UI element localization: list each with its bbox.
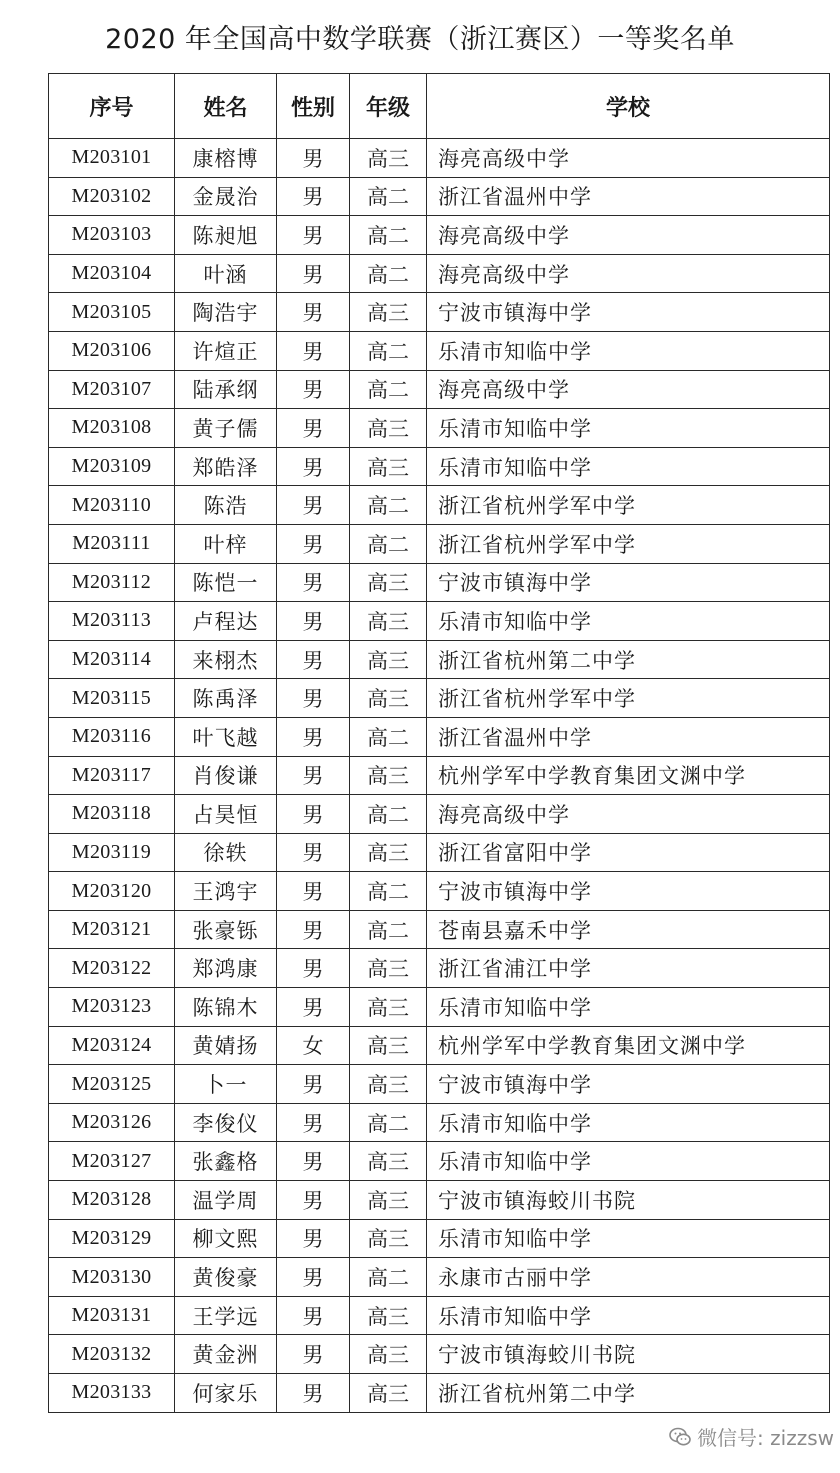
- cell-gender: 男: [277, 293, 350, 332]
- cell-grade: 高二: [350, 177, 427, 216]
- cell-gender: 男: [277, 177, 350, 216]
- cell-id: M203119: [49, 833, 175, 872]
- cell-gender: 男: [277, 1335, 350, 1374]
- table-row: [49, 910, 830, 949]
- cell-school: 杭州学军中学教育集团文渊中学: [427, 1026, 830, 1065]
- cell-name: 陆承纲: [175, 370, 277, 409]
- table-row: [49, 679, 830, 718]
- column-header-id: 序号: [49, 74, 175, 139]
- cell-school: 浙江省杭州第二中学: [427, 1374, 830, 1413]
- wechat-icon: [669, 1427, 691, 1447]
- column-header-gender: 性别: [277, 74, 350, 139]
- cell-id: M203106: [49, 331, 175, 370]
- cell-grade: 高二: [350, 216, 427, 255]
- cell-id: M203107: [49, 370, 175, 409]
- cell-id: M203129: [49, 1219, 175, 1258]
- cell-gender: 男: [277, 988, 350, 1027]
- cell-gender: 男: [277, 447, 350, 486]
- cell-gender: 男: [277, 795, 350, 834]
- cell-grade: 高三: [350, 1142, 427, 1181]
- cell-gender: 男: [277, 910, 350, 949]
- cell-grade: 高三: [350, 563, 427, 602]
- cell-name: 王学远: [175, 1296, 277, 1335]
- cell-name: 陈昶旭: [175, 216, 277, 255]
- cell-id: M203126: [49, 1103, 175, 1142]
- table-row: [49, 1296, 830, 1335]
- cell-id: M203108: [49, 409, 175, 448]
- cell-grade: 高三: [350, 756, 427, 795]
- cell-name: 陈锦木: [175, 988, 277, 1027]
- cell-school: 海亮高级中学: [427, 254, 830, 293]
- cell-id: M203109: [49, 447, 175, 486]
- cell-school: 海亮高级中学: [427, 795, 830, 834]
- table-row: [49, 1374, 830, 1413]
- cell-school: 乐清市知临中学: [427, 602, 830, 641]
- cell-grade: 高二: [350, 524, 427, 563]
- cell-gender: 男: [277, 409, 350, 448]
- cell-grade: 高二: [350, 486, 427, 525]
- cell-id: M203112: [49, 563, 175, 602]
- cell-school: 浙江省浦江中学: [427, 949, 830, 988]
- cell-id: M203111: [49, 524, 175, 563]
- cell-gender: 男: [277, 216, 350, 255]
- cell-gender: 男: [277, 756, 350, 795]
- cell-name: 柳文熙: [175, 1219, 277, 1258]
- cell-school: 浙江省富阳中学: [427, 833, 830, 872]
- cell-id: M203113: [49, 602, 175, 641]
- cell-gender: 男: [277, 1219, 350, 1258]
- cell-grade: 高二: [350, 795, 427, 834]
- cell-school: 乐清市知临中学: [427, 331, 830, 370]
- cell-grade: 高二: [350, 1103, 427, 1142]
- cell-id: M203132: [49, 1335, 175, 1374]
- cell-school: 乐清市知临中学: [427, 1103, 830, 1142]
- cell-school: 宁波市镇海蛟川书院: [427, 1181, 830, 1220]
- cell-name: 何家乐: [175, 1374, 277, 1413]
- cell-id: M203120: [49, 872, 175, 911]
- cell-id: M203130: [49, 1258, 175, 1297]
- cell-school: 海亮高级中学: [427, 370, 830, 409]
- cell-grade: 高三: [350, 1335, 427, 1374]
- cell-gender: 男: [277, 254, 350, 293]
- cell-school: 永康市古丽中学: [427, 1258, 830, 1297]
- cell-name: 占昊恒: [175, 795, 277, 834]
- award-list-table: [48, 73, 830, 1413]
- cell-id: M203102: [49, 177, 175, 216]
- cell-gender: 男: [277, 486, 350, 525]
- table-row: [49, 1142, 830, 1181]
- cell-name: 温学周: [175, 1181, 277, 1220]
- cell-id: M203101: [49, 139, 175, 178]
- table-row: [49, 1026, 830, 1065]
- cell-name: 叶梓: [175, 524, 277, 563]
- cell-gender: 男: [277, 872, 350, 911]
- cell-grade: 高三: [350, 1065, 427, 1104]
- cell-id: M203131: [49, 1296, 175, 1335]
- table-row: [49, 409, 830, 448]
- cell-school: 乐清市知临中学: [427, 1296, 830, 1335]
- cell-name: 徐轶: [175, 833, 277, 872]
- table-row: [49, 1103, 830, 1142]
- cell-gender: 男: [277, 717, 350, 756]
- column-header-grade: 年级: [350, 74, 427, 139]
- cell-grade: 高三: [350, 409, 427, 448]
- cell-school: 乐清市知临中学: [427, 447, 830, 486]
- watermark: [669, 1422, 834, 1451]
- cell-school: 乐清市知临中学: [427, 988, 830, 1027]
- cell-gender: 男: [277, 139, 350, 178]
- column-header-name: 姓名: [175, 74, 277, 139]
- table-row: [49, 486, 830, 525]
- cell-grade: 高三: [350, 447, 427, 486]
- cell-grade: 高三: [350, 139, 427, 178]
- cell-name: 张豪铄: [175, 910, 277, 949]
- table-row: [49, 139, 830, 178]
- cell-name: 陈浩: [175, 486, 277, 525]
- cell-grade: 高二: [350, 370, 427, 409]
- table-row: [49, 872, 830, 911]
- cell-name: 黄婧扬: [175, 1026, 277, 1065]
- cell-school: 浙江省杭州学军中学: [427, 679, 830, 718]
- cell-name: 陶浩宇: [175, 293, 277, 332]
- cell-grade: 高三: [350, 1219, 427, 1258]
- table-row: [49, 640, 830, 679]
- cell-grade: 高二: [350, 872, 427, 911]
- cell-grade: 高二: [350, 331, 427, 370]
- cell-id: M203125: [49, 1065, 175, 1104]
- column-header-school: 学校: [427, 74, 830, 139]
- cell-name: 郑皓泽: [175, 447, 277, 486]
- cell-id: M203128: [49, 1181, 175, 1220]
- table-row: [49, 331, 830, 370]
- cell-school: 浙江省杭州学军中学: [427, 524, 830, 563]
- cell-name: 金晟治: [175, 177, 277, 216]
- cell-grade: 高二: [350, 717, 427, 756]
- cell-name: 卜一: [175, 1065, 277, 1104]
- cell-gender: 男: [277, 370, 350, 409]
- cell-grade: 高二: [350, 910, 427, 949]
- cell-id: M203127: [49, 1142, 175, 1181]
- cell-gender: 男: [277, 833, 350, 872]
- table-row: [49, 216, 830, 255]
- cell-gender: 男: [277, 524, 350, 563]
- cell-school: 乐清市知临中学: [427, 409, 830, 448]
- table-row: [49, 1219, 830, 1258]
- table-row: [49, 524, 830, 563]
- cell-school: 宁波市镇海中学: [427, 1065, 830, 1104]
- cell-name: 郑鸿康: [175, 949, 277, 988]
- cell-school: 宁波市镇海中学: [427, 872, 830, 911]
- cell-gender: 男: [277, 602, 350, 641]
- table-row: [49, 756, 830, 795]
- cell-school: 乐清市知临中学: [427, 1219, 830, 1258]
- cell-id: M203122: [49, 949, 175, 988]
- cell-id: M203133: [49, 1374, 175, 1413]
- cell-grade: 高二: [350, 254, 427, 293]
- page-title: 2020 年全国高中数学联赛（浙江赛区）一等奖名单: [105, 24, 735, 55]
- table-row: [49, 988, 830, 1027]
- cell-gender: 男: [277, 1065, 350, 1104]
- cell-id: M203110: [49, 486, 175, 525]
- cell-gender: 男: [277, 1296, 350, 1335]
- table-row: [49, 1181, 830, 1220]
- cell-grade: 高三: [350, 640, 427, 679]
- cell-name: 黄金洲: [175, 1335, 277, 1374]
- table-row: [49, 370, 830, 409]
- cell-grade: 高三: [350, 1296, 427, 1335]
- cell-name: 陈禹泽: [175, 679, 277, 718]
- cell-id: M203103: [49, 216, 175, 255]
- table-row: [49, 949, 830, 988]
- cell-id: M203123: [49, 988, 175, 1027]
- cell-id: M203104: [49, 254, 175, 293]
- cell-name: 黄俊豪: [175, 1258, 277, 1297]
- cell-id: M203114: [49, 640, 175, 679]
- table-row: [49, 1335, 830, 1374]
- cell-id: M203118: [49, 795, 175, 834]
- cell-name: 李俊仪: [175, 1103, 277, 1142]
- cell-grade: 高三: [350, 293, 427, 332]
- cell-gender: 女: [277, 1026, 350, 1065]
- table-row: [49, 717, 830, 756]
- cell-school: 浙江省温州中学: [427, 177, 830, 216]
- table-row: [49, 1258, 830, 1297]
- cell-grade: 高三: [350, 1026, 427, 1065]
- table-row: [49, 602, 830, 641]
- table-row: [49, 795, 830, 834]
- cell-gender: 男: [277, 563, 350, 602]
- cell-name: 肖俊谦: [175, 756, 277, 795]
- table-row: [49, 563, 830, 602]
- cell-school: 浙江省杭州学军中学: [427, 486, 830, 525]
- table-body: [49, 139, 830, 1413]
- cell-gender: 男: [277, 1374, 350, 1413]
- cell-grade: 高三: [350, 949, 427, 988]
- cell-name: 叶飞越: [175, 717, 277, 756]
- table-header-row: [49, 74, 830, 139]
- table-row: [49, 833, 830, 872]
- cell-grade: 高三: [350, 679, 427, 718]
- cell-school: 杭州学军中学教育集团文渊中学: [427, 756, 830, 795]
- table-row: [49, 1065, 830, 1104]
- table-row: [49, 177, 830, 216]
- watermark-text: 微信号: zizzsw: [697, 1426, 834, 1450]
- cell-name: 张鑫格: [175, 1142, 277, 1181]
- cell-id: M203105: [49, 293, 175, 332]
- cell-id: M203124: [49, 1026, 175, 1065]
- cell-name: 康榕博: [175, 139, 277, 178]
- cell-gender: 男: [277, 949, 350, 988]
- cell-id: M203117: [49, 756, 175, 795]
- cell-grade: 高三: [350, 1181, 427, 1220]
- cell-gender: 男: [277, 1258, 350, 1297]
- cell-school: 宁波市镇海中学: [427, 293, 830, 332]
- cell-school: 浙江省杭州第二中学: [427, 640, 830, 679]
- cell-gender: 男: [277, 331, 350, 370]
- cell-name: 卢程达: [175, 602, 277, 641]
- cell-gender: 男: [277, 640, 350, 679]
- cell-gender: 男: [277, 679, 350, 718]
- cell-gender: 男: [277, 1103, 350, 1142]
- cell-grade: 高三: [350, 988, 427, 1027]
- cell-name: 来栩杰: [175, 640, 277, 679]
- cell-gender: 男: [277, 1142, 350, 1181]
- cell-id: M203121: [49, 910, 175, 949]
- cell-school: 海亮高级中学: [427, 216, 830, 255]
- cell-name: 黄子儒: [175, 409, 277, 448]
- cell-school: 苍南县嘉禾中学: [427, 910, 830, 949]
- cell-id: M203115: [49, 679, 175, 718]
- table-row: [49, 447, 830, 486]
- cell-grade: 高三: [350, 1374, 427, 1413]
- cell-name: 陈恺一: [175, 563, 277, 602]
- table-row: [49, 254, 830, 293]
- cell-id: M203116: [49, 717, 175, 756]
- cell-name: 许煊正: [175, 331, 277, 370]
- cell-gender: 男: [277, 1181, 350, 1220]
- table-row: [49, 293, 830, 332]
- cell-grade: 高二: [350, 1258, 427, 1297]
- cell-name: 叶涵: [175, 254, 277, 293]
- cell-school: 浙江省温州中学: [427, 717, 830, 756]
- cell-school: 乐清市知临中学: [427, 1142, 830, 1181]
- cell-school: 海亮高级中学: [427, 139, 830, 178]
- cell-name: 王鸿宇: [175, 872, 277, 911]
- cell-school: 宁波市镇海蛟川书院: [427, 1335, 830, 1374]
- cell-grade: 高三: [350, 602, 427, 641]
- cell-grade: 高三: [350, 833, 427, 872]
- cell-school: 宁波市镇海中学: [427, 563, 830, 602]
